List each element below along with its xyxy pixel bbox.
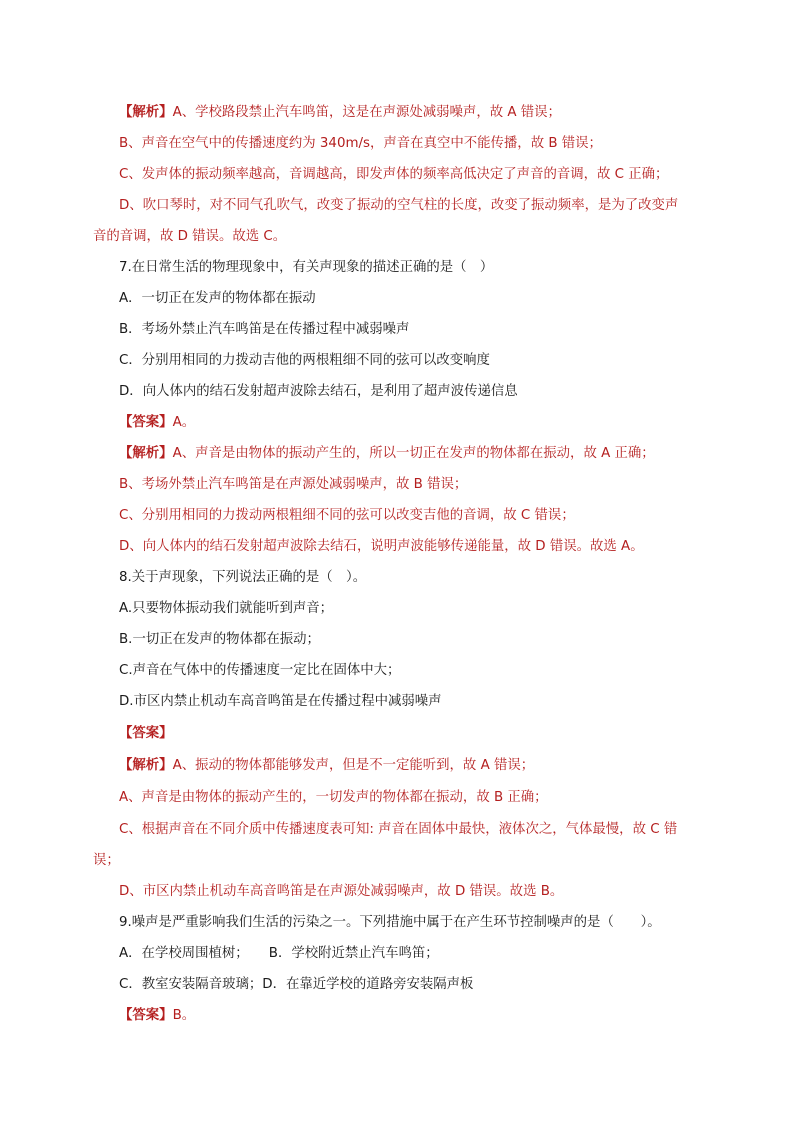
q7-analysis-line-2: B、考场外禁止汽车鸣笛是在声源处减弱噪声，故 B 错误； <box>119 477 468 492</box>
q7-option-d: D．向人体内的结石发射超声波除去结石，是利用了超声波传递信息 <box>119 384 518 399</box>
q8-analysis-line-2: A、声音是由物体的振动产生的，一切发声的物体都在振动，故 B 正确； <box>119 790 548 805</box>
q8-option-d: D.市区内禁止机动车高音鸣笛是在传播过程中减弱噪声 <box>119 694 442 709</box>
q9-answer: 【答案】B。 <box>119 1008 196 1023</box>
q8-question: 8.关于声现象，下列说法正确的是（ ）。 <box>119 570 367 585</box>
q9-options-ab: A．在学校周围植树； B．学校附近禁止汽车鸣笛； <box>119 946 439 961</box>
q7-option-c: C．分别用相同的力拨动吉他的两根粗细不同的弦可以改变响度 <box>119 353 490 368</box>
q7-option-b: B．考场外禁止汽车鸣笛是在传播过程中减弱噪声 <box>119 322 410 337</box>
q6-analysis-line-4: D、吹口琴时，对不同气孔吹气，改变了振动的空气柱的长度，改变了振动频率，是为了改变声 <box>119 198 679 213</box>
q7-analysis-line-4: D、向人体内的结石发射超声波除去结石，说明声波能够传递能量，故 D 错误。故选 A。 <box>119 539 644 554</box>
q7-answer: 【答案】A。 <box>119 415 196 430</box>
answer-tag: 【答案】 <box>119 1008 173 1023</box>
q8-option-a: A.只要物体振动我们就能听到声音； <box>119 601 334 616</box>
q8-analysis-line-5: D、市区内禁止机动车高音鸣笛是在声源处减弱噪声，故 D 错误。故选 B。 <box>119 884 564 899</box>
q9-options-cd: C．教室安装隔音玻璃；D．在靠近学校的道路旁安装隔声板 <box>119 977 474 992</box>
q8-analysis-line-4: 误； <box>93 853 120 868</box>
q8-analysis-line-3: C、根据声音在不同介质中传播速度表可知: 声音在固体中最快，液体次之，气体最慢，故 C 错 <box>119 822 678 837</box>
q8-answer <box>119 724 173 744</box>
q7-analysis-line-3: C、分别用相同的力拨动两根粗细不同的弦可以改变吉他的音调，故 C 错误； <box>119 508 575 523</box>
q6-analysis-line-1: 【解析】A、学校路段禁止汽车鸣笛，这是在声源处减弱噪声，故 A 错误； <box>119 105 561 120</box>
q7-question: 7.在日常生活的物理现象中，有关声现象的描述正确的是（ ） <box>119 260 494 275</box>
q8-analysis-line-1: 【解析】A、振动的物体都能够发声，但是不一定能听到，故 A 错误； <box>119 758 535 773</box>
analysis-tag: 【解析】 <box>119 105 173 120</box>
q6-analysis-line-2: B、声音在空气中的传播速度约为 340m/s，声音在真空中不能传播，故 B 错误； <box>119 136 602 151</box>
q8-option-b: B.一切正在发声的物体都在振动； <box>119 632 320 647</box>
q7-analysis-line-1: 【解析】A、声音是由物体的振动产生的，所以一切正在发声的物体都在振动，故 A 正确； <box>119 446 655 461</box>
analysis-tag: 【解析】 <box>119 758 173 773</box>
answer-tag: 【答案】 <box>119 726 173 741</box>
q6-analysis-line-5: 音的音调，故 D 错误。故选 C。 <box>93 229 287 244</box>
answer-tag: 【答案】 <box>119 415 173 430</box>
q9-question: 9.噪声是严重影响我们生活的污染之一。下列措施中属于在产生环节控制噪声的是（ ）。 <box>119 915 661 930</box>
q7-option-a: A．一切正在发声的物体都在振动 <box>119 291 316 306</box>
analysis-tag: 【解析】 <box>119 446 173 461</box>
q6-analysis-line-3: C、发声体的振动频率越高，音调越高，即发声体的频率高低决定了声音的音调，故 C 正确； <box>119 167 669 182</box>
q8-option-c: C.声音在气体中的传播速度一定比在固体中大； <box>119 663 401 678</box>
